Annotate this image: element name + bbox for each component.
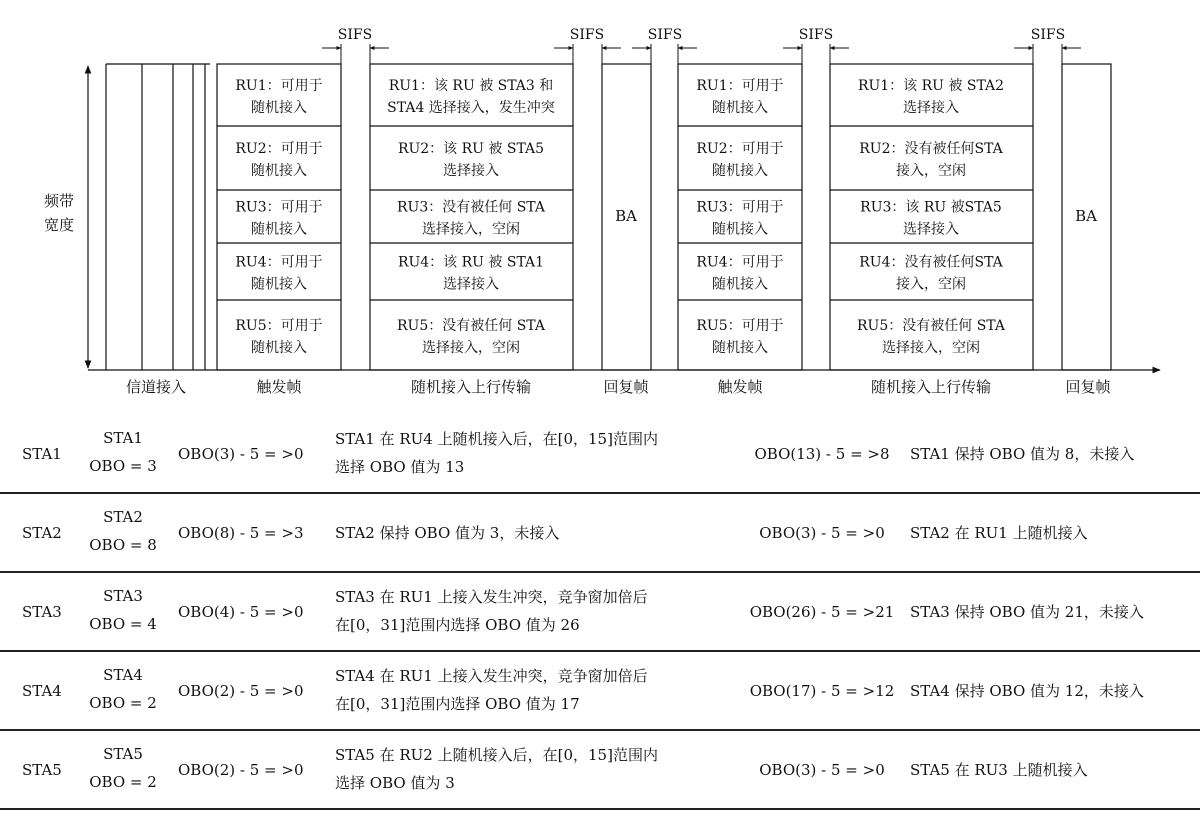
trigger-frame-1-ru1-line1: RU1：可用于 [235,78,323,94]
sta-initial-obo: STA5 OBO = 2 [89,745,157,791]
sta-initial-obo: STA3 OBO = 4 [89,587,157,633]
sifs-label-4: SIFS [798,27,834,43]
sta-initial-obo: STA4 OBO = 2 [89,666,157,712]
uplink-1-ru3-line2: 选择接入，空闲 [422,221,520,238]
sta-row [0,416,1200,494]
sifs-markers [322,44,1081,64]
ba-label-1: BA [615,207,637,225]
y-axis-label-line2: 宽度 [44,216,75,234]
sta-row [0,574,1200,652]
access-description: STA2 保持 OBO 值为 3，未接入 [335,524,560,542]
sta-name: STA3 [22,603,62,621]
uplink-2-ru2-line2: 接入，空闲 [896,163,966,179]
sifs-label-1: SIFS [337,27,373,43]
sta-name: STA4 [22,682,62,700]
sifs-label-5: SIFS [1030,27,1066,43]
uplink-1-ru2-line1: RU2：该 RU 被 STA5 [397,141,545,157]
channel-access-slots [106,64,210,370]
trigger-frame-2-ru5-line2: 随机接入 [712,340,768,356]
obo-calc-2: OBO(26) - 5 = >21 [749,603,895,621]
phase-label-uplink-2: 随机接入上行传输 [870,378,992,396]
sta-row [0,495,1200,573]
uplink-1-ru1-line1: RU1：该 RU 被 STA3 和 [388,78,554,94]
access-result: STA2 在 RU1 上随机接入 [910,524,1088,542]
uplink-2-ru5-line2: 选择接入，空闲 [882,340,980,356]
trigger-frame-2-ru1-line1: RU1：可用于 [696,78,784,94]
uplink-2-ru1-line1: RU1：该 RU 被 STA2 [857,78,1005,94]
uplink-1-ru1-line2: STA4 选择接入，发生冲突 [387,100,555,116]
sta-backoff-table [0,416,1200,825]
phase-label-trigger-2: 触发帧 [717,378,763,396]
access-result: STA5 在 RU3 上随机接入 [910,761,1088,779]
sta-row [0,653,1200,731]
obo-calc-1: OBO(2) - 5 = >0 [178,682,304,700]
uplink-2-ru4-line2: 接入，空闲 [896,276,966,293]
y-axis-label-line1: 频带 [44,192,75,210]
trigger-frame-2-ru4-line2: 随机接入 [712,276,768,293]
access-result: STA4 保持 OBO 值为 12，未接入 [910,682,1144,700]
sta-initial-obo: STA1 OBO = 3 [89,429,157,475]
uplink-1-ru5-line1: RU5：没有被任何 STA [397,318,545,334]
access-description: STA5 在 RU2 上随机接入后，在[0，15]范围内 选择 OBO 值为 3 [335,746,658,792]
access-description: STA1 在 RU4 上随机接入后，在[0，15]范围内 选择 OBO 值为 13 [335,430,658,476]
access-result: STA3 保持 OBO 值为 21，未接入 [910,603,1144,621]
uplink-1-ru2-line2: 选择接入 [443,163,499,179]
obo-calc-2: OBO(3) - 5 = >0 [759,524,885,542]
sta-name: STA1 [22,445,62,463]
access-description: STA3 在 RU1 上接入发生冲突，竞争窗加倍后 在[0，31]范围内选择 OBO 值为 26 [335,588,648,634]
trigger-frame-2-ru5-line1: RU5：可用于 [696,318,784,334]
phase-label-reply-1: 回复帧 [603,378,649,396]
access-result: STA1 保持 OBO 值为 8，未接入 [910,445,1135,463]
sta-name: STA2 [22,524,62,542]
trigger-frame-2-ru3-line1: RU3：可用于 [696,199,784,216]
uplink-2-ru5-line1: RU5：没有被任何 STA [857,318,1005,334]
uplink-2-ru3-line1: RU3：该 RU 被STA5 [860,199,1002,216]
uplink-1-ru3-line1: RU3：没有被任何 STA [397,199,545,216]
uplink-2-ru1-line2: 选择接入 [903,100,959,116]
trigger-frame-2-ru1-line2: 随机接入 [712,100,768,116]
sta-initial-obo: STA2 OBO = 8 [89,508,157,554]
access-description: STA4 在 RU1 上接入发生冲突，竞争窗加倍后 在[0，31]范围内选择 OBO 值为 17 [335,667,648,713]
trigger-frame-1-ru4-line2: 随机接入 [251,276,307,293]
trigger-frame-1-ru3-line1: RU3：可用于 [235,199,323,216]
uplink-1-ru4-line2: 选择接入 [443,276,499,293]
trigger-frame-1-ru5-line1: RU5：可用于 [235,318,323,334]
sifs-label-2: SIFS [569,27,605,43]
phase-label-channel-access: 信道接入 [125,378,187,396]
phase-label-reply-2: 回复帧 [1065,378,1111,396]
obo-calc-2: OBO(13) - 5 = >8 [754,445,890,463]
sta-row [0,732,1200,810]
sta-name: STA5 [22,761,62,779]
trigger-frame-1-ru1-line2: 随机接入 [251,100,307,116]
trigger-frame-2-ru2-line1: RU2：可用于 [696,141,784,157]
uplink-2-ru3-line2: 选择接入 [903,221,959,238]
obo-calc-2: OBO(17) - 5 = >12 [749,682,895,700]
uplink-1-ru4-line1: RU4：该 RU 被 STA1 [397,254,545,271]
uplink-1-ru5-line2: 选择接入，空闲 [422,340,520,356]
obo-calc-1: OBO(8) - 5 = >3 [178,524,304,542]
trigger-frame-1-ru5-line2: 随机接入 [251,340,307,356]
obo-calc-1: OBO(3) - 5 = >0 [178,445,304,463]
obo-calc-1: OBO(4) - 5 = >0 [178,603,304,621]
trigger-frame-1-ru4-line1: RU4：可用于 [235,254,323,271]
trigger-frame-2-ru2-line2: 随机接入 [712,163,768,179]
trigger-frame-2-ru3-line2: 随机接入 [712,221,768,238]
trigger-frame-1-ru3-line2: 随机接入 [251,221,307,238]
uplink-2-ru2-line1: RU2：没有被任何STA [859,141,1003,157]
ba-label-2: BA [1075,207,1097,225]
trigger-frame-1-ru2-line1: RU2：可用于 [235,141,323,157]
ofdma-random-access-diagram [0,0,1200,410]
sifs-label-3: SIFS [647,27,683,43]
obo-calc-2: OBO(3) - 5 = >0 [759,761,885,779]
phase-label-uplink-1: 随机接入上行传输 [410,378,532,396]
obo-calc-1: OBO(2) - 5 = >0 [178,761,304,779]
uplink-2-ru4-line1: RU4：没有被任何STA [859,254,1003,271]
trigger-frame-2-ru4-line1: RU4：可用于 [696,254,784,271]
trigger-frame-1-ru2-line2: 随机接入 [251,163,307,179]
phase-label-trigger-1: 触发帧 [256,378,302,396]
